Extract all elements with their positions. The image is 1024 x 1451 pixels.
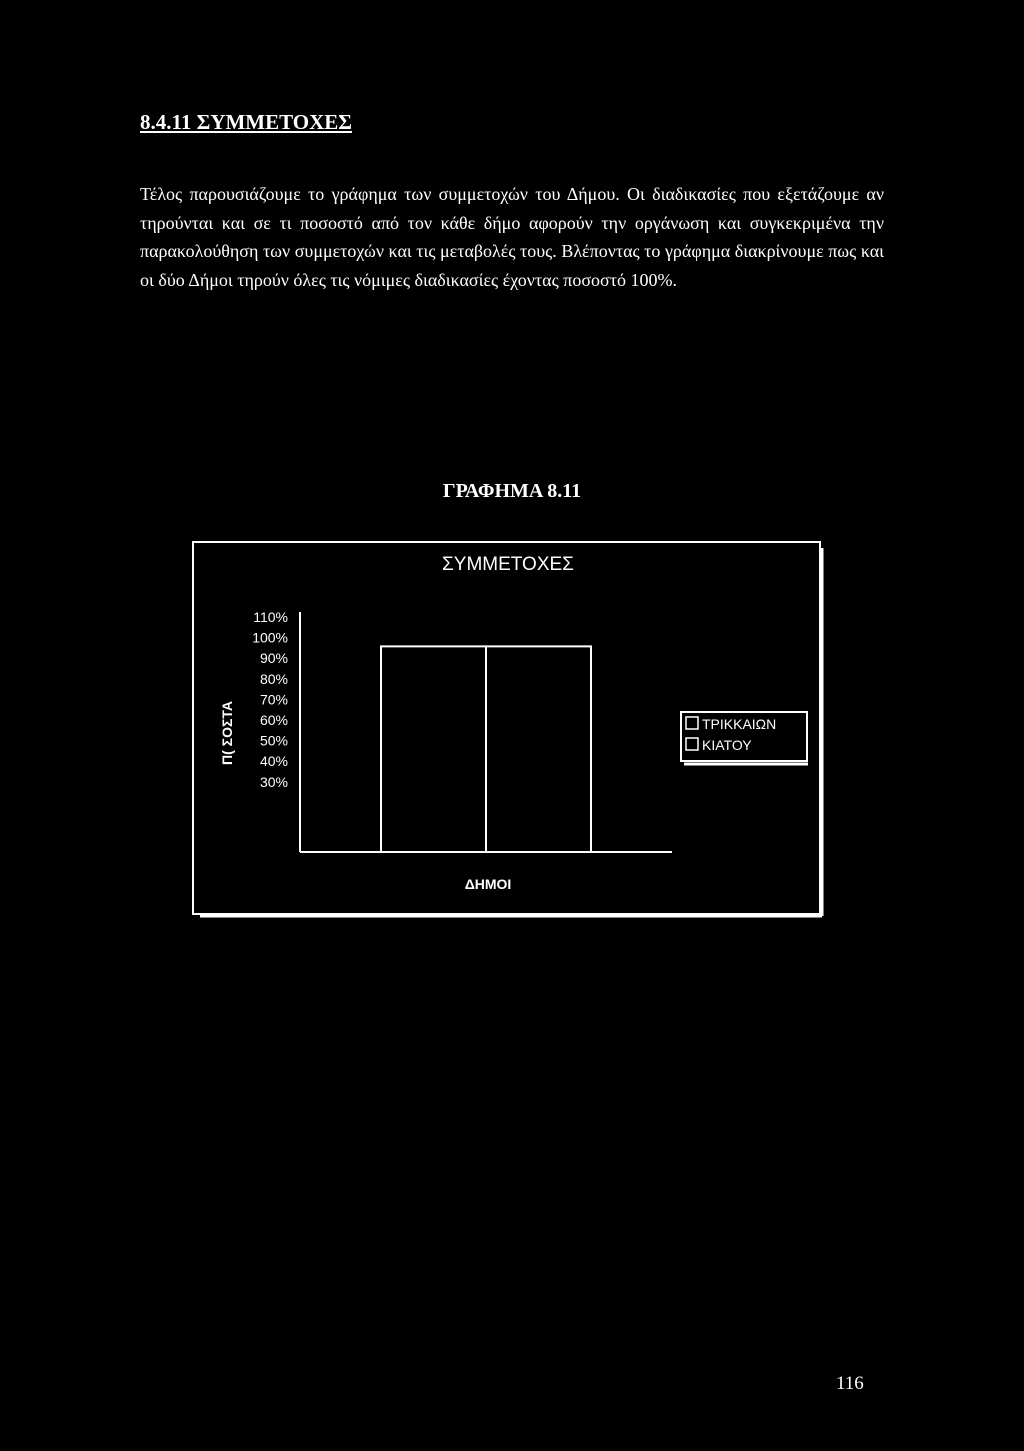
body-paragraph: Τέλος παρουσιάζουμε το γράφημα των συμμετοχών του Δήμου. Οι διαδικασίες που εξετάζουμε αν τηρούνται και σε τι ποσοστό από τον κάθε δήμο αφορούν την οργάνωση και συγκεκριμένα την παρακολούθηση των συμμετοχών και τις μεταβολές τους. Βλέποντας το γράφημα διακρίνουμε πως και οι δύο Δήμοι τηρούν όλες τις νόμιμες διαδικασίες έχοντας ποσοστό 100%. (140, 184, 884, 290)
y-tick-label: 90% (259, 650, 288, 667)
y-tick-label: 80% (259, 670, 288, 687)
figure-title: ΓΡΑΦΗΜΑ 8.11 (442, 480, 582, 502)
legend-label: ΚΙΑΤΟΥ (702, 737, 752, 753)
y-ticks (252, 609, 288, 790)
y-tick-label: 60% (259, 712, 288, 728)
bars (381, 646, 591, 852)
x-axis-label: ΔΗΜΟΙ (464, 876, 512, 892)
y-axis-label: Π( ΣΟΣΤΑ (219, 701, 235, 765)
y-tick-label: 40% (259, 753, 288, 770)
legend-label: ΤΡΙΚΚΑΙΩΝ (702, 716, 777, 732)
y-tick-label: 70% (259, 691, 288, 708)
y-tick-label: 110% (253, 609, 288, 625)
section-heading: 8.4.11 ΣΥΜΜΕΤΟΧΕΣ (140, 110, 352, 134)
bar-2 (486, 646, 591, 852)
y-tick-label: 30% (259, 773, 288, 790)
bar-1 (381, 646, 486, 852)
y-tick-label: 100% (252, 629, 288, 646)
chart-title: ΣΥΜΜΕΤΟΧΕΣ (442, 554, 574, 575)
y-tick-label: 50% (259, 732, 288, 749)
page-number: 116 (836, 1373, 864, 1394)
